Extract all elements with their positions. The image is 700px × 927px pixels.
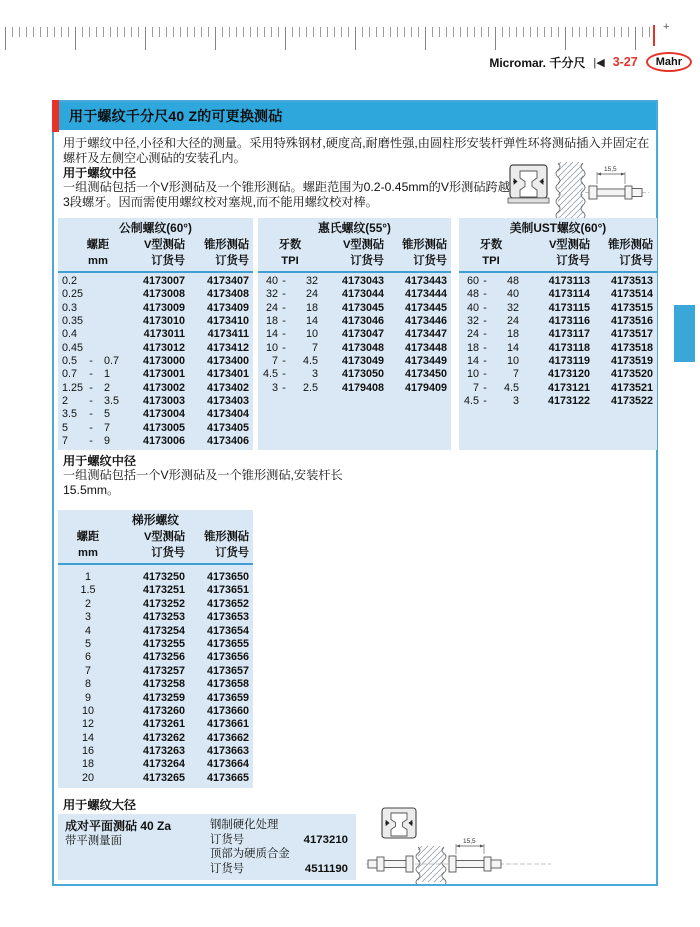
ruler-tick [138, 27, 139, 37]
order-number: 4511190 [304, 862, 348, 875]
ruler-tick [509, 27, 510, 37]
table-row: 8 4173258 4173658 [84, 678, 249, 691]
table-row: 32 - 24 4173116 4173516 [466, 315, 653, 328]
order-label: 订货号 [210, 833, 245, 846]
ruler-tick [544, 27, 545, 37]
ruler-tick [299, 27, 300, 37]
ruler-tick [33, 27, 34, 37]
ruler-tick [397, 27, 398, 37]
ruler-tick [215, 27, 216, 50]
ruler-tick [194, 27, 195, 37]
table-row: 0.2 4173007 4173407 [62, 275, 249, 287]
ruler-tick [89, 27, 90, 37]
ruler-tick [54, 27, 55, 37]
ruler-tick [236, 27, 237, 37]
page-index-tab[interactable] [674, 305, 695, 362]
anvil-drawing-top [501, 162, 653, 220]
content-frame [52, 100, 658, 886]
ruler-tick [131, 27, 132, 37]
ruler-tick [327, 27, 328, 37]
pitch-tables [58, 218, 657, 450]
ruler-tick [348, 27, 349, 37]
ruler-tick [243, 27, 244, 37]
red-accent-strip [52, 100, 59, 132]
section-body: 一组测砧包括一个V形测砧及一个锥形测砧。螺距范围为0.2-0.45mm的V形测砧跨越3段螺牙。因而需使用螺纹校对塞规,而不能用螺纹校对棒。 [63, 180, 510, 209]
section-heading: 用于螺纹中径 [63, 166, 137, 180]
col-header-pitch: 螺距 [86, 239, 110, 251]
section-heading-outer: 用于螺纹大径 [63, 798, 137, 812]
ruler-tick [173, 27, 174, 37]
table-row: 6 4173256 4173656 [84, 651, 249, 664]
ruler-tick [110, 27, 111, 37]
ust-table [459, 218, 657, 450]
table-row: 0.7 - 1 4173001 4173401 [62, 368, 249, 381]
table-row: 4.5 - 3 4173050 4173450 [262, 368, 447, 381]
dim-label: 15,5 [604, 166, 617, 173]
table-row: 9 4173259 4173659 [84, 691, 249, 704]
col-header-cone-anvil: 锥形测砧 [204, 531, 249, 543]
ruler-tick [495, 27, 496, 50]
page-number: 3-27 [612, 55, 638, 69]
ruler-tick [222, 27, 223, 37]
ruler-tick [306, 27, 307, 37]
ruler-tick [565, 27, 566, 50]
table-group-title: 惠氏螺纹(55°) [318, 221, 391, 235]
table-row: 3 4173253 4173653 [84, 611, 249, 624]
table-row: 0.3 4173009 4173409 [62, 301, 249, 314]
table-row: 0.35 4173010 4173410 [62, 315, 249, 328]
product-line-title: Micromar. 千分尺 [489, 55, 586, 70]
trapezoid-table [58, 510, 253, 788]
ruler-tick [285, 27, 286, 50]
ruler-tick [320, 27, 321, 37]
ruler-tick [19, 27, 20, 37]
table-row: 40 - 32 4173115 4173515 [466, 301, 653, 314]
order-number: 4173210 [303, 833, 348, 846]
table-row: 14 - 10 4173119 4173519 [466, 355, 653, 368]
table-row: 7 4173257 4173657 [84, 664, 249, 677]
anvil-drawing-bottom [366, 806, 551, 884]
col-header-v-anvil: V型测砧 [342, 239, 384, 251]
col-header-cone-anvil: 锥形测砧 [204, 239, 249, 251]
table-row: 0.5 - 0.7 4173000 4173400 [62, 355, 249, 368]
ruler-tick [572, 27, 573, 37]
metric-table [58, 218, 253, 450]
col-unit: mm [88, 255, 108, 267]
ruler-tick [180, 27, 181, 37]
table-row: 1.25 - 2 4173002 4173402 [62, 381, 249, 394]
ruler-tick [446, 27, 447, 37]
ruler-tick [635, 27, 636, 50]
table-row: 3 - 2.5 4179408 4179409 [271, 381, 447, 394]
table-row: 16 4173263 4173663 [81, 745, 249, 758]
table-row: 4.5 - 3 4173122 4173522 [463, 395, 653, 408]
product-sub: 带平测量面 [65, 835, 122, 847]
table-group-title: 美制UST螺纹(60°) [509, 221, 607, 235]
table-row: 2 4173252 4173652 [84, 597, 249, 610]
page-header [489, 52, 692, 72]
ruler-tick [75, 27, 76, 50]
section-pitch-diameter-2 [63, 454, 365, 497]
table-row: 18 - 14 4173118 4173518 [466, 341, 653, 354]
table-row: 5 4173255 4173655 [84, 637, 249, 650]
col-order-label: 订货号 [619, 255, 653, 267]
col-order-label: 订货号 [350, 255, 384, 267]
col-header-cone-anvil: 锥形测砧 [608, 239, 653, 251]
section-body: 一组测砧包括一个V形测砧及一个锥形测砧,安装杆长15.5mm。 [63, 468, 343, 497]
col-header-v-anvil: V型测砧 [143, 531, 185, 543]
ruler-tick [96, 27, 97, 37]
ruler-tick [117, 27, 118, 37]
ruler-tick [159, 27, 160, 37]
table-row: 14 4173262 4173662 [81, 731, 249, 744]
ruler-tick [628, 27, 629, 37]
col-unit: TPI [281, 255, 299, 267]
order-cell [208, 814, 356, 880]
ruler-tick [369, 27, 370, 37]
corner-crop-mark: + [663, 21, 670, 33]
col-order-label: 订货号 [215, 547, 249, 559]
ruler-tick [208, 27, 209, 37]
col-unit: TPI [482, 255, 500, 267]
ruler-tick [600, 27, 601, 37]
ruler-tick [467, 27, 468, 37]
ruler-tick-red [653, 25, 655, 46]
col-header-tpi: 牙数 [278, 239, 302, 251]
variant-desc: 钢制硬化处理 [210, 819, 279, 831]
ruler-tick [404, 27, 405, 37]
ruler-tick [593, 27, 594, 37]
variant-desc: 顶部为硬质合金 [210, 848, 290, 861]
table-row: 10 - 7 4173120 4173520 [466, 368, 653, 381]
ruler-tick [229, 27, 230, 37]
ruler-tick [278, 27, 279, 37]
ruler-tick [502, 27, 503, 37]
col-header-v-anvil: V型测砧 [143, 239, 185, 251]
ruler-tick [558, 27, 559, 37]
ruler-tick [439, 27, 440, 37]
ruler-tick [649, 27, 650, 37]
product-cell [58, 814, 208, 880]
ruler-tick [271, 27, 272, 37]
ruler-tick [523, 27, 524, 37]
ruler-tick [607, 27, 608, 37]
ruler-tick [187, 27, 188, 37]
ruler-tick [124, 27, 125, 37]
dim-label: 15,5 [463, 838, 476, 845]
ruler-tick [12, 27, 13, 37]
table-row: 60 - 48 4173113 4173513 [466, 275, 653, 287]
section-title: 用于螺纹千分尺40 Z的可更换测砧 [69, 108, 283, 124]
ruler-tick [362, 27, 363, 37]
ruler-tick [201, 27, 202, 37]
order-label: 订货号 [210, 862, 245, 875]
ruler-tick [292, 27, 293, 37]
table-row: 14 - 10 4173047 4173447 [265, 328, 447, 341]
intro-paragraph: 用于螺纹中径,小径和大径的测量。采用特殊钢材,硬度高,耐磨性强,由圆柱形安装杆弹性环将测砧插入并固定在螺杆及左侧空心测砧的安装孔内。 [63, 136, 650, 165]
col-order-label: 订货号 [556, 255, 590, 267]
ruler-tick [68, 27, 69, 37]
table-row: 20 4173265 4173665 [81, 771, 249, 784]
col-order-label: 订货号 [151, 547, 185, 559]
ruler-tick [614, 27, 615, 37]
table-row: 12 4173261 4173661 [81, 718, 249, 731]
col-order-label: 订货号 [413, 255, 447, 267]
ruler-tick [103, 27, 104, 37]
table-row: 48 - 40 4173114 4173514 [466, 288, 653, 301]
table-row: 5 - 7 4173005 4173405 [62, 421, 249, 434]
ruler-tick [5, 27, 6, 50]
ruler-tick [390, 27, 391, 37]
ruler-tick [355, 27, 356, 50]
col-header-cone-anvil: 锥形测砧 [402, 239, 447, 251]
ruler-tick [642, 27, 643, 37]
ruler-tick [341, 27, 342, 37]
outer-diameter-block [58, 814, 356, 880]
ruler-tick [47, 27, 48, 37]
ruler-tick [425, 27, 426, 50]
col-unit: mm [78, 547, 98, 559]
col-header-pitch: 螺距 [76, 531, 100, 543]
col-header-tpi: 牙数 [479, 239, 503, 251]
ruler-tick [82, 27, 83, 37]
table-row: 2 - 3.5 4173003 4173403 [62, 395, 249, 408]
section-heading: 用于螺纹中径 [63, 454, 137, 468]
table-group-title: 梯形螺纹 [131, 513, 180, 527]
ruler-tick [145, 27, 146, 50]
whitworth-table [258, 218, 451, 450]
ruler-tick [166, 27, 167, 37]
ruler-tick [334, 27, 335, 37]
ruler-tick [516, 27, 517, 37]
ruler-tick [257, 27, 258, 37]
ruler-tick [383, 27, 384, 37]
table-row: 24 - 18 4173045 4173445 [265, 301, 447, 314]
ruler-tick [460, 27, 461, 37]
col-order-label: 订货号 [151, 255, 185, 267]
col-order-label: 订货号 [215, 255, 249, 267]
ruler-tick [376, 27, 377, 37]
ruler-tick [264, 27, 265, 37]
table-row: 0.4 4173011 4173411 [62, 328, 249, 341]
section-title-bar [54, 102, 656, 130]
ruler-tick [61, 27, 62, 37]
ruler-tick [26, 27, 27, 37]
table-row: 40 - 32 4173043 4173443 [265, 275, 447, 287]
ruler-tick [488, 27, 489, 37]
table-row: 7 - 9 4173006 4173406 [62, 435, 249, 448]
nav-arrow-icon[interactable]: |◀ [593, 56, 605, 69]
col-header-v-anvil: V型测砧 [548, 239, 590, 251]
table-row: 24 - 18 4173117 4173517 [466, 328, 653, 341]
table-row: 0.45 4173012 4173412 [62, 341, 249, 354]
table-row: 0.25 4173008 4173408 [62, 288, 249, 301]
ruler-tick [586, 27, 587, 37]
table-row: 18 4173264 4173664 [81, 758, 249, 771]
table-row: 10 4173260 4173660 [81, 704, 249, 717]
table-row: 32 - 24 4173044 4173444 [265, 288, 447, 301]
ruler-tick [313, 27, 314, 37]
table-row: 3.5 - 5 4173004 4173404 [62, 408, 249, 421]
table-row: 1 4173250 4173650 [84, 571, 249, 583]
ruler-tick [530, 27, 531, 37]
ruler-tick [411, 27, 412, 37]
table-row: 7 - 4.5 4173049 4173449 [271, 355, 447, 368]
mahr-logo: Mahr [646, 52, 692, 72]
ruler-tick [481, 27, 482, 37]
ruler-tick [453, 27, 454, 37]
ruler-tick [551, 27, 552, 37]
ruler-tick [474, 27, 475, 37]
ruler-tick [152, 27, 153, 37]
ruler-tick [579, 27, 580, 37]
ruler-tick [537, 27, 538, 37]
table-row: 1.5 4173251 4173651 [80, 584, 249, 597]
ruler-tick [432, 27, 433, 37]
table-row: 10 - 7 4173048 4173448 [265, 341, 447, 354]
ruler-tick [250, 27, 251, 37]
table-row: 18 - 14 4173046 4173446 [265, 315, 447, 328]
ruler-tick [621, 27, 622, 37]
table-row: 7 - 4.5 4173121 4173521 [472, 381, 653, 394]
table-group-title: 公制螺纹(60°) [119, 221, 192, 235]
ruler-tick [40, 27, 41, 37]
product-name: 成对平面测砧 40 Za [65, 819, 172, 833]
ruler-tick [418, 27, 419, 37]
table-row: 4 4173254 4173654 [84, 624, 249, 637]
